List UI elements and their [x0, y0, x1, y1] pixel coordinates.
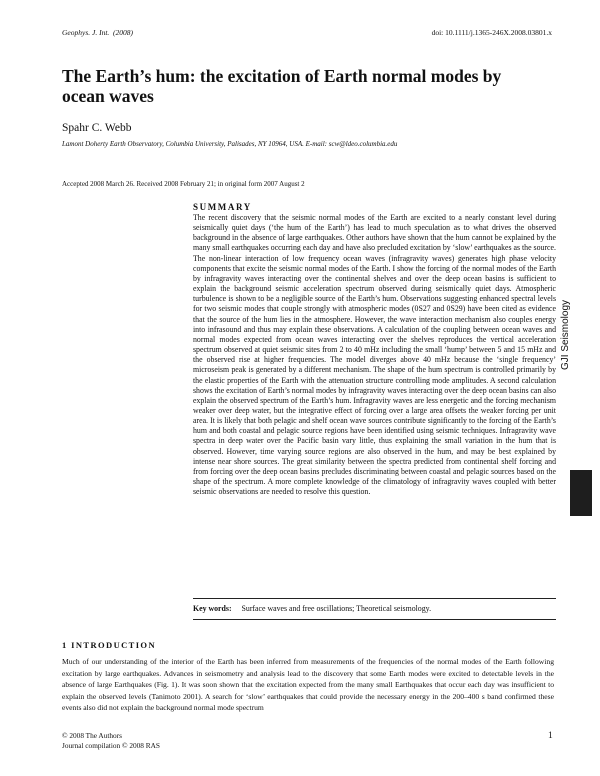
introduction-heading: 1 INTRODUCTION	[62, 640, 156, 650]
article-title: The Earth’s hum: the excitation of Earth normal modes by ocean waves	[62, 66, 502, 106]
author-affiliation: Lamont Doherty Earth Observatory, Columbia University, Palisades, NY 10964, USA. E-mail: scw@ldeo.columbia.edu	[62, 140, 398, 148]
author-name: Spahr C. Webb	[62, 122, 132, 134]
section-side-label: GJI Seismology	[560, 299, 571, 370]
introduction-text: Much of our understanding of the interior of the Earth has been inferred from measurements of the frequencies of the normal modes of the Earth following excitation by large earthquakes. Advances in seismometry and analysis lead to the discovery that some Earth modes were excited to detectable levels in the absence of large Earthquakes (Fig. 1). It was soon shown that the excitation expected from the many small Earthquakes that occur each day was insufficient to explain the observed levels (Tanimoto 2001). A search for ‘slow’ earthquakes that could provide the necessary energy in the 200–400 s band confirmed these events also did not explain the background normal mode spectrum	[62, 657, 554, 712]
keywords-text: Surface waves and free oscillations; Theoretical seismology.	[241, 604, 432, 613]
footer-compilation: Journal compilation © 2008 RAS	[62, 741, 160, 750]
keywords-line	[193, 604, 556, 613]
section-side-bar	[570, 470, 592, 516]
running-header-doi[interactable]: doi: 10.1111/j.1365-246X.2008.03801.x	[431, 28, 552, 37]
footer-copyright-block	[62, 731, 160, 751]
page-number: 1	[548, 731, 553, 741]
summary-heading: SUMMARY	[193, 202, 252, 212]
summary-text: The recent discovery that the seismic normal modes of the Earth are excited to a nearly constant level during seismically quiet days (‘the hum of the Earth’) has lead to much speculation as to what drives the observed background in the absence of large earthquakes. Other authors have shown that the hum cannot be explained by the many small earthquakes occurring each day and have also precluded excitation by ‘slow’ earthquakes as the source. The non-linear interaction of low frequency ocean waves (infragravity waves) generates high phase velocity components that excite the seismic normal modes of the Earth. I show the forcing of the normal modes of the Earth by infragravity waves interacting over the continental shelves and over the deep ocean basins is sufficient to explain the background seismic acceleration spectrum observed during seismically quiet days. Atmospheric turbulence is shown to be a negligible source of the Earth’s hum. Observations suggesting enhanced spectral levels for two seismic modes that couple strongly with atmospheric modes (0S27 and 0S29) have been cited as evidence that the source of the hum lies in the atmosphere. However, the wave interaction mechanism also couples energy into infrasound and thus may explain these observations. A calculation of the coupling between ocean waves and normal modes expected from ocean waves interacting over the shelves reproduces the vertical acceleration spectrum observed at quiet seismic sites from 2 to 40 mHz including the small ‘hump’ between 5 and 15 mHz and the observed rise at higher frequencies. The model diverges above 40 mHz because the ‘single frequency’ microseism peak is generated by a different mechanism. The shape of the hum spectrum is controlled primarily by the elastic properties of the Earth with the attenuation structure controlling mode amplitudes. A second calculation shows the excitation of Earth’s normal modes by infragravity waves interacting over the deep ocean basins can also explain the observed spectrum of the Earth’s hum. Infragravity waves are less energetic and the forcing mechanism weaker over deep water, but the integrative effect of forcing over a large area offsets the weaker forcing per unit area. It is likely that both pelagic and shelf ocean wave sources contribute significantly to the forcing of the Earth’s hum and both coastal and pelagic source regions have been identified using seismic techniques. Infragravity wave spectra in deep water over the Pacific basin vary little, thus explaining the small variation in the hum that is observed. However, time varying source regions are also observed in the hum, and may be best explained by intense near shore sources. The great similarity between the spectra predicted from continental shelf forcing and from forcing over the deep ocean basins precludes discriminating between coastal and pelagic sources based on the shape of the spectrum. A more complete knowledge of the climatology of infragravity waves coupled with better seismic observations are needed to resolve this question.	[193, 213, 556, 497]
running-header-journal	[62, 28, 133, 37]
keywords-label: Key words:	[193, 604, 232, 613]
footer-copyright: © 2008 The Authors	[62, 731, 122, 740]
keywords-rule-top	[193, 598, 556, 599]
keywords-rule-bottom	[193, 619, 556, 620]
accepted-dates: Accepted 2008 March 26. Received 2008 February 21; in original form 2007 August 2	[62, 180, 305, 188]
journal-name: Geophys. J. Int.	[62, 28, 110, 37]
journal-year: (2008)	[113, 28, 134, 37]
